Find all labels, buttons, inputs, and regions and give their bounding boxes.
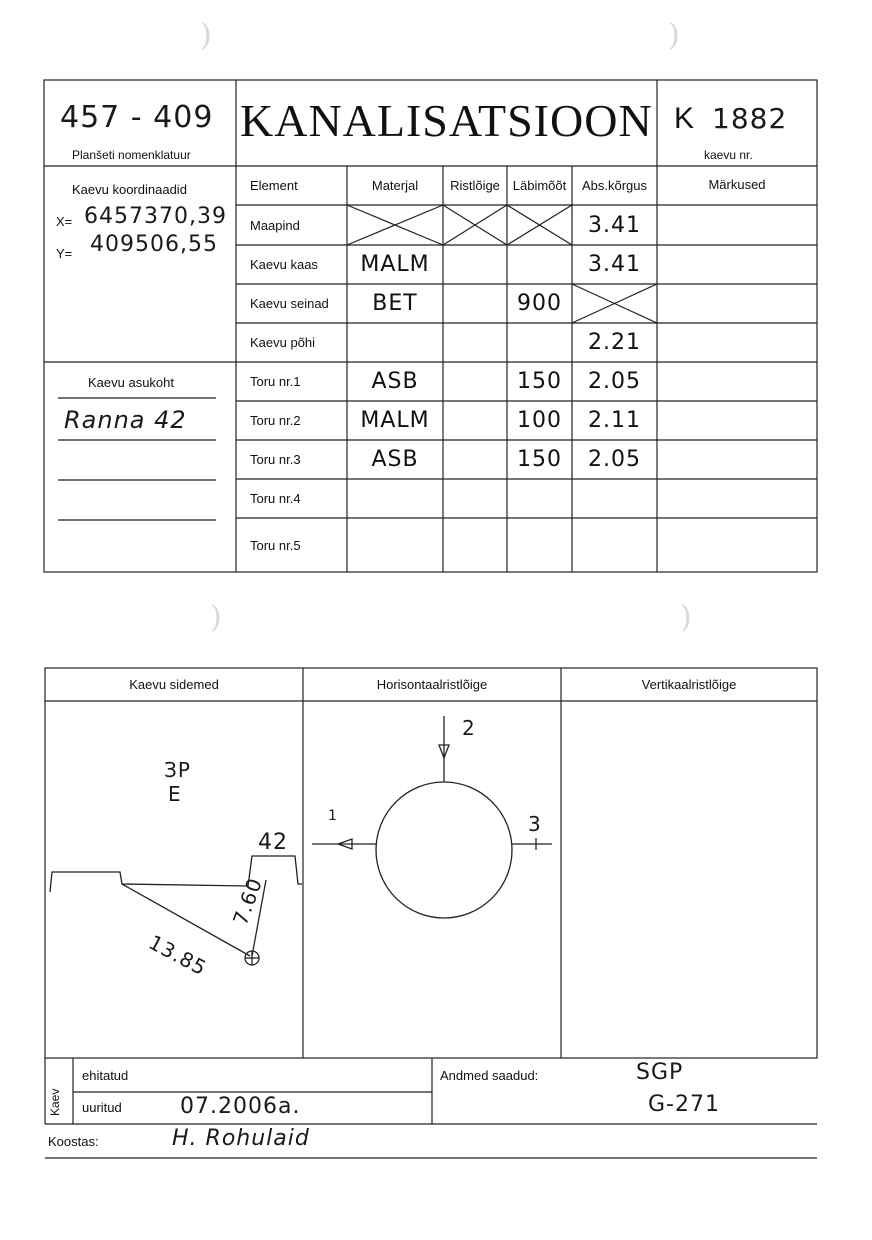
- table-cell-element: Toru nr.2: [250, 413, 301, 428]
- table-cell-abs: 2.05: [588, 369, 641, 394]
- x-value: 6457370,39: [84, 204, 227, 229]
- data-source-value-1: SGP: [636, 1060, 684, 1085]
- surveyed-label: uuritud: [82, 1100, 122, 1115]
- punch-hole-mark: ): [680, 600, 692, 635]
- data-source-value-2: G-271: [648, 1092, 720, 1117]
- punch-hole-mark: ): [210, 600, 222, 635]
- col-header-horisontaal: Horisontaalristlõige: [376, 677, 488, 692]
- table-cell-ristloige: [443, 284, 507, 323]
- built-label: ehitatud: [82, 1068, 129, 1083]
- table-cell-labimoot: 900: [517, 291, 562, 316]
- table-cell-materjal: [347, 518, 443, 572]
- table-cell-labimoot: 100: [517, 408, 562, 433]
- sketch-note-bottom: E: [168, 782, 182, 806]
- table-cell-markused: [657, 479, 817, 518]
- table-cell-element: Kaevu seinad: [250, 296, 329, 311]
- table-cell-abs: 2.11: [588, 408, 641, 433]
- location-value: Ranna 42: [64, 406, 187, 434]
- table-cell-abs: 3.41: [588, 212, 641, 238]
- sketch-distance-1: 13.85: [144, 930, 211, 981]
- pipe-3-label: 3: [528, 812, 542, 836]
- table-cell-ristloige: [443, 205, 507, 245]
- sketch-note-top: ЗР: [164, 758, 191, 782]
- table-cell-labimoot: 150: [517, 369, 562, 394]
- table-header-materjal: Materjal: [371, 178, 419, 193]
- well-number: 1882: [712, 102, 788, 135]
- plansheet-label: Planšeti nomenklatuur: [72, 148, 191, 162]
- page-title: KANALISATSIOON: [240, 95, 653, 146]
- cross-section-sketch: [312, 716, 552, 918]
- well-label: kaevu nr.: [704, 148, 753, 162]
- table-cell-element: Toru nr.3: [250, 452, 301, 467]
- sketch-distance-2: 7.60: [228, 874, 268, 929]
- table-cell-ristloige: [443, 245, 507, 284]
- table-cell-materjal: [347, 479, 443, 518]
- sketch-house-number: 42: [258, 830, 288, 855]
- table-cell-markused: [657, 518, 817, 572]
- table-cell-ristloige: [443, 479, 507, 518]
- well-prefix: K: [674, 102, 695, 135]
- table-header-element: Element: [250, 178, 298, 193]
- punch-hole-mark: ): [200, 18, 212, 53]
- pipe-1-label: 1: [328, 808, 338, 824]
- plansheet-value: 457 - 409: [60, 100, 214, 135]
- table-cell-markused: [657, 284, 817, 323]
- table-cell-materjal: MALM: [360, 252, 430, 277]
- compiled-value: H. Rohulaid: [172, 1126, 310, 1151]
- table-cell-element: Maapind: [250, 217, 300, 233]
- table-cell-abs: [572, 479, 657, 518]
- table-cell-materjal: ASB: [371, 369, 419, 394]
- table-cell-labimoot: [507, 205, 572, 245]
- location-label: Kaevu asukoht: [88, 375, 175, 390]
- table-cell-materjal: MALM: [360, 408, 430, 433]
- table-cell-abs: [572, 284, 657, 323]
- table-cell-markused: [657, 440, 817, 479]
- table-header-abs: Abs.kõrgus: [581, 178, 648, 193]
- table-cell-labimoot: [507, 323, 572, 362]
- col-header-sidemed: Kaevu sidemed: [129, 677, 219, 692]
- table-cell-abs: 2.21: [588, 330, 641, 355]
- table-header-labimoot: Läbimõõt: [512, 178, 567, 193]
- table-cell-element: Kaevu põhi: [250, 335, 316, 350]
- coords-label: Kaevu koordinaadid: [72, 182, 187, 197]
- table-cell-abs: 2.05: [588, 447, 641, 472]
- table-cell-ristloige: [443, 401, 507, 440]
- data-source-label: Andmed saadud:: [440, 1068, 539, 1083]
- col-header-vertikaal: Vertikaalristlõige: [641, 677, 737, 692]
- table-cell-materjal: BET: [372, 291, 418, 316]
- table-cell-materjal: [347, 323, 443, 362]
- table-cell-element: Toru nr.4: [250, 491, 301, 506]
- table-cell-markused: [657, 401, 817, 440]
- table-cell-ristloige: [443, 323, 507, 362]
- table-header-ristloige: Ristlõige: [450, 178, 500, 193]
- table-cell-markused: [657, 245, 817, 284]
- table-cell-markused: [657, 362, 817, 401]
- table-cell-labimoot: [507, 245, 572, 284]
- x-label: X=: [56, 214, 73, 229]
- surveyed-value: 07.2006a.: [180, 1094, 301, 1119]
- table-cell-materjal: [347, 205, 443, 245]
- table-cell-ristloige: [443, 362, 507, 401]
- pipe-2-label: 2: [462, 716, 476, 740]
- table-header-markused: Märkused: [708, 176, 766, 192]
- table-cell-element: Kaevu kaas: [250, 257, 318, 272]
- table-cell-labimoot: [507, 518, 572, 572]
- table-cell-ristloige: [443, 518, 507, 572]
- table-cell-markused: [657, 323, 817, 362]
- table-cell-markused: [657, 205, 817, 245]
- table-cell-element: Toru nr.5: [250, 537, 301, 553]
- punch-hole-mark: ): [668, 18, 680, 53]
- table-cell-element: Toru nr.1: [250, 374, 301, 389]
- table-cell-labimoot: [507, 479, 572, 518]
- y-label: Y=: [56, 246, 73, 261]
- compiled-label: Koostas:: [48, 1134, 99, 1149]
- table-cell-abs: [572, 518, 657, 572]
- table-cell-labimoot: 150: [517, 447, 562, 472]
- table-cell-abs: 3.41: [588, 252, 641, 277]
- y-value: 409506,55: [90, 232, 218, 257]
- side-label-kaev: Kaev: [48, 1088, 62, 1116]
- table-cell-materjal: ASB: [371, 447, 419, 472]
- table-cell-ristloige: [443, 440, 507, 479]
